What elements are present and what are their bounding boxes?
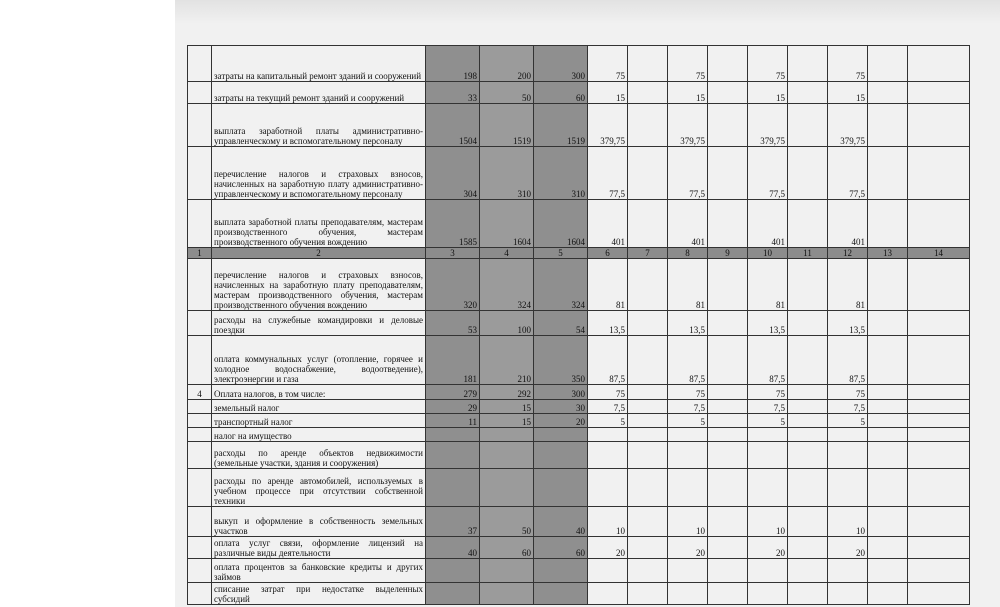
value-cell-col-3: 198 [426,46,480,82]
value-cell-col-14 [908,469,970,507]
value-cell-col-12 [828,583,868,605]
row-label: оплата услуг связи, оформление лицензий на различные виды деятельности [212,537,426,559]
value-cell-col-13 [868,559,908,583]
value-cell-col-5: 300 [534,385,588,400]
value-cell-col-9 [708,336,748,385]
value-cell-col-13 [868,82,908,104]
budget-table [187,45,970,605]
value-cell-col-9 [708,469,748,507]
row-index [188,537,212,559]
table-row [188,259,970,311]
value-cell-col-10: 87,5 [748,336,788,385]
row-index [188,259,212,311]
value-cell-col-3: 1504 [426,104,480,147]
value-cell-col-10: 15 [748,82,788,104]
row-label: налог на имущество [212,428,426,442]
column-number-11: 11 [788,248,828,259]
row-label: затраты на текущий ремонт зданий и сооружений [212,82,426,104]
value-cell-col-9 [708,104,748,147]
value-cell-col-7 [628,559,668,583]
row-index [188,507,212,537]
value-cell-col-11 [788,507,828,537]
value-cell-col-12: 75 [828,385,868,400]
value-cell-col-8 [668,428,708,442]
row-index [188,469,212,507]
column-number-2: 2 [212,248,426,259]
value-cell-col-12: 10 [828,507,868,537]
value-cell-col-12: 401 [828,200,868,248]
value-cell-col-10: 10 [748,507,788,537]
value-cell-col-14 [908,46,970,82]
value-cell-col-14 [908,428,970,442]
value-cell-col-8: 7,5 [668,400,708,414]
value-cell-col-11 [788,147,828,200]
value-cell-col-14 [908,414,970,428]
value-cell-col-12: 81 [828,259,868,311]
value-cell-col-6: 75 [588,385,628,400]
value-cell-col-3: 11 [426,414,480,428]
value-cell-col-4 [480,428,534,442]
value-cell-col-13 [868,200,908,248]
value-cell-col-4: 60 [480,537,534,559]
value-cell-col-4: 15 [480,414,534,428]
value-cell-col-3 [426,428,480,442]
value-cell-col-7 [628,311,668,336]
value-cell-col-12: 77,5 [828,147,868,200]
value-cell-col-4 [480,442,534,469]
value-cell-col-14 [908,385,970,400]
value-cell-col-8 [668,469,708,507]
value-cell-col-13 [868,442,908,469]
value-cell-col-3 [426,583,480,605]
value-cell-col-12 [828,442,868,469]
value-cell-col-13 [868,507,908,537]
value-cell-col-5: 350 [534,336,588,385]
value-cell-col-5: 1604 [534,200,588,248]
value-cell-col-10: 5 [748,414,788,428]
value-cell-col-7 [628,414,668,428]
value-cell-col-6 [588,583,628,605]
scan-top-shadow [175,0,1000,24]
value-cell-col-12 [828,428,868,442]
value-cell-col-8: 379,75 [668,104,708,147]
value-cell-col-7 [628,385,668,400]
value-cell-col-8: 75 [668,385,708,400]
value-cell-col-8 [668,442,708,469]
value-cell-col-13 [868,259,908,311]
value-cell-col-14 [908,200,970,248]
value-cell-col-14 [908,400,970,414]
value-cell-col-10 [748,428,788,442]
value-cell-col-8 [668,583,708,605]
value-cell-col-8: 13,5 [668,311,708,336]
value-cell-col-10: 13,5 [748,311,788,336]
row-index [188,400,212,414]
value-cell-col-9 [708,414,748,428]
value-cell-col-7 [628,259,668,311]
value-cell-col-9 [708,311,748,336]
value-cell-col-7 [628,583,668,605]
value-cell-col-9 [708,583,748,605]
value-cell-col-11 [788,385,828,400]
value-cell-col-11 [788,400,828,414]
value-cell-col-3: 304 [426,147,480,200]
table-row [188,46,970,82]
column-number-6: 6 [588,248,628,259]
value-cell-col-7 [628,400,668,414]
value-cell-col-13 [868,400,908,414]
row-label: земельный налог [212,400,426,414]
value-cell-col-9 [708,82,748,104]
value-cell-col-12 [828,559,868,583]
value-cell-col-7 [628,147,668,200]
value-cell-col-4: 292 [480,385,534,400]
value-cell-col-4 [480,559,534,583]
row-label: затраты на капитальный ремонт зданий и сооружений [212,46,426,82]
row-label: расходы на служебные командировки и деловые поездки [212,311,426,336]
column-number-4: 4 [480,248,534,259]
column-number-12: 12 [828,248,868,259]
value-cell-col-3 [426,469,480,507]
value-cell-col-13 [868,147,908,200]
value-cell-col-10: 81 [748,259,788,311]
value-cell-col-7 [628,46,668,82]
row-index [188,104,212,147]
value-cell-col-4: 1604 [480,200,534,248]
row-index [188,46,212,82]
value-cell-col-6: 5 [588,414,628,428]
value-cell-col-7 [628,537,668,559]
table-row [188,336,970,385]
value-cell-col-10 [748,559,788,583]
value-cell-col-3 [426,442,480,469]
value-cell-col-14 [908,442,970,469]
value-cell-col-6: 13,5 [588,311,628,336]
value-cell-col-13 [868,537,908,559]
column-number-row [188,248,970,259]
table-row [188,414,970,428]
value-cell-col-14 [908,559,970,583]
value-cell-col-5: 40 [534,507,588,537]
value-cell-col-14 [908,507,970,537]
value-cell-col-6: 10 [588,507,628,537]
row-label: расходы по аренде объектов недвижимости (земельные участки, здания и сооружения) [212,442,426,469]
value-cell-col-10: 77,5 [748,147,788,200]
value-cell-col-8: 5 [668,414,708,428]
value-cell-col-3: 37 [426,507,480,537]
value-cell-col-11 [788,259,828,311]
value-cell-col-11 [788,46,828,82]
value-cell-col-7 [628,507,668,537]
row-index: 4 [188,385,212,400]
value-cell-col-8: 401 [668,200,708,248]
value-cell-col-12: 87,5 [828,336,868,385]
value-cell-col-9 [708,442,748,469]
row-index [188,82,212,104]
table-row [188,537,970,559]
value-cell-col-3 [426,559,480,583]
value-cell-col-6: 379,75 [588,104,628,147]
row-label: перечисление налогов и страховых взносов, начисленных на заработную плату преподавателям, мастерам производственного обучения, мастерам производственного обучения вождению [212,259,426,311]
value-cell-col-5: 60 [534,537,588,559]
value-cell-col-14 [908,82,970,104]
value-cell-col-9 [708,559,748,583]
value-cell-col-7 [628,469,668,507]
value-cell-col-7 [628,442,668,469]
value-cell-col-7 [628,104,668,147]
table-row [188,442,970,469]
value-cell-col-13 [868,104,908,147]
table-row [188,147,970,200]
row-label: транспортный налог [212,414,426,428]
value-cell-col-11 [788,428,828,442]
value-cell-col-4: 200 [480,46,534,82]
value-cell-col-3: 1585 [426,200,480,248]
value-cell-col-5: 324 [534,259,588,311]
row-index [188,147,212,200]
value-cell-col-6 [588,442,628,469]
value-cell-col-4: 100 [480,311,534,336]
row-label: списание затрат при недостатке выделенных субсидий [212,583,426,605]
table-row [188,200,970,248]
value-cell-col-5 [534,583,588,605]
value-cell-col-8: 15 [668,82,708,104]
table-row [188,428,970,442]
value-cell-col-6: 87,5 [588,336,628,385]
value-cell-col-4: 310 [480,147,534,200]
value-cell-col-8: 77,5 [668,147,708,200]
table-row [188,104,970,147]
table-row [188,82,970,104]
value-cell-col-8: 81 [668,259,708,311]
value-cell-col-6: 15 [588,82,628,104]
row-label: оплата процентов за банковские кредиты и других займов [212,559,426,583]
value-cell-col-9 [708,259,748,311]
value-cell-col-8 [668,559,708,583]
value-cell-col-4 [480,583,534,605]
value-cell-col-10: 75 [748,46,788,82]
value-cell-col-9 [708,428,748,442]
value-cell-col-3: 320 [426,259,480,311]
value-cell-col-9 [708,46,748,82]
row-label: перечисление налогов и страховых взносов, начисленных на заработную плату административно-управленческому и вспомогательному персоналу [212,147,426,200]
value-cell-col-10: 20 [748,537,788,559]
row-index [188,414,212,428]
value-cell-col-10: 379,75 [748,104,788,147]
value-cell-col-14 [908,583,970,605]
value-cell-col-13 [868,414,908,428]
value-cell-col-11 [788,442,828,469]
row-index [188,559,212,583]
value-cell-col-10 [748,469,788,507]
value-cell-col-8: 10 [668,507,708,537]
column-number-8: 8 [668,248,708,259]
value-cell-col-11 [788,104,828,147]
value-cell-col-14 [908,259,970,311]
value-cell-col-4: 324 [480,259,534,311]
row-index [188,583,212,605]
row-label: выплата заработной платы административно-управленческому и вспомогательному персоналу [212,104,426,147]
value-cell-col-10 [748,442,788,469]
value-cell-col-6: 20 [588,537,628,559]
value-cell-col-9 [708,147,748,200]
value-cell-col-6: 77,5 [588,147,628,200]
value-cell-col-4: 50 [480,82,534,104]
table-row [188,559,970,583]
value-cell-col-5: 20 [534,414,588,428]
value-cell-col-13 [868,428,908,442]
value-cell-col-11 [788,414,828,428]
value-cell-col-6 [588,469,628,507]
row-index [188,336,212,385]
value-cell-col-9 [708,400,748,414]
value-cell-col-12: 75 [828,46,868,82]
value-cell-col-12: 20 [828,537,868,559]
value-cell-col-12: 5 [828,414,868,428]
value-cell-col-8: 20 [668,537,708,559]
column-number-13: 13 [868,248,908,259]
value-cell-col-6: 81 [588,259,628,311]
value-cell-col-5: 300 [534,46,588,82]
value-cell-col-11 [788,336,828,385]
value-cell-col-11 [788,82,828,104]
value-cell-col-5: 54 [534,311,588,336]
row-label: Оплата налогов, в том числе: [212,385,426,400]
value-cell-col-13 [868,469,908,507]
row-label: расходы по аренде автомобилей, используемых в учебном процессе при отсутствии собственной техники [212,469,426,507]
value-cell-col-13 [868,46,908,82]
column-number-14: 14 [908,248,970,259]
value-cell-col-11 [788,583,828,605]
value-cell-col-13 [868,583,908,605]
value-cell-col-5: 310 [534,147,588,200]
value-cell-col-11 [788,311,828,336]
value-cell-col-11 [788,559,828,583]
value-cell-col-4: 210 [480,336,534,385]
value-cell-col-10: 7,5 [748,400,788,414]
value-cell-col-5 [534,428,588,442]
value-cell-col-10: 75 [748,385,788,400]
value-cell-col-7 [628,200,668,248]
value-cell-col-13 [868,336,908,385]
value-cell-col-4 [480,469,534,507]
table-row [188,400,970,414]
value-cell-col-11 [788,469,828,507]
value-cell-col-10 [748,583,788,605]
value-cell-col-13 [868,311,908,336]
value-cell-col-12 [828,469,868,507]
column-number-9: 9 [708,248,748,259]
value-cell-col-5: 30 [534,400,588,414]
value-cell-col-6: 401 [588,200,628,248]
value-cell-col-13 [868,385,908,400]
value-cell-col-12: 7,5 [828,400,868,414]
row-index [188,311,212,336]
table-row [188,385,970,400]
value-cell-col-3: 29 [426,400,480,414]
value-cell-col-7 [628,82,668,104]
table-row [188,311,970,336]
value-cell-col-5 [534,559,588,583]
row-label: выкуп и оформление в собственность земельных участков [212,507,426,537]
value-cell-col-4: 1519 [480,104,534,147]
value-cell-col-11 [788,200,828,248]
row-index [188,200,212,248]
value-cell-col-5: 1519 [534,104,588,147]
value-cell-col-8: 75 [668,46,708,82]
value-cell-col-5 [534,442,588,469]
value-cell-col-9 [708,507,748,537]
value-cell-col-14 [908,104,970,147]
value-cell-col-6 [588,559,628,583]
value-cell-col-5 [534,469,588,507]
value-cell-col-14 [908,537,970,559]
value-cell-col-4: 15 [480,400,534,414]
table-row [188,469,970,507]
value-cell-col-3: 279 [426,385,480,400]
value-cell-col-12: 379,75 [828,104,868,147]
row-label: оплата коммунальных услуг (отопление, горячее и холодное водоснабжение, водоотведение), электроэнергии и газа [212,336,426,385]
value-cell-col-5: 60 [534,82,588,104]
column-number-5: 5 [534,248,588,259]
value-cell-col-9 [708,385,748,400]
value-cell-col-7 [628,428,668,442]
value-cell-col-14 [908,336,970,385]
value-cell-col-14 [908,147,970,200]
row-index [188,428,212,442]
column-number-10: 10 [748,248,788,259]
value-cell-col-3: 53 [426,311,480,336]
value-cell-col-3: 40 [426,537,480,559]
row-label: выплата заработной платы преподавателям, мастерам производственного обучения, мастерам производственного обучения вождению [212,200,426,248]
value-cell-col-3: 181 [426,336,480,385]
value-cell-col-6: 75 [588,46,628,82]
value-cell-col-6: 7,5 [588,400,628,414]
value-cell-col-9 [708,537,748,559]
table-row [188,507,970,537]
value-cell-col-12: 13,5 [828,311,868,336]
value-cell-col-14 [908,311,970,336]
value-cell-col-3: 33 [426,82,480,104]
row-index [188,442,212,469]
column-number-7: 7 [628,248,668,259]
value-cell-col-12: 15 [828,82,868,104]
value-cell-col-9 [708,200,748,248]
value-cell-col-6 [588,428,628,442]
value-cell-col-11 [788,537,828,559]
value-cell-col-7 [628,336,668,385]
value-cell-col-10: 401 [748,200,788,248]
value-cell-col-4: 50 [480,507,534,537]
column-number-3: 3 [426,248,480,259]
value-cell-col-8: 87,5 [668,336,708,385]
column-number-1: 1 [188,248,212,259]
table-row [188,583,970,605]
